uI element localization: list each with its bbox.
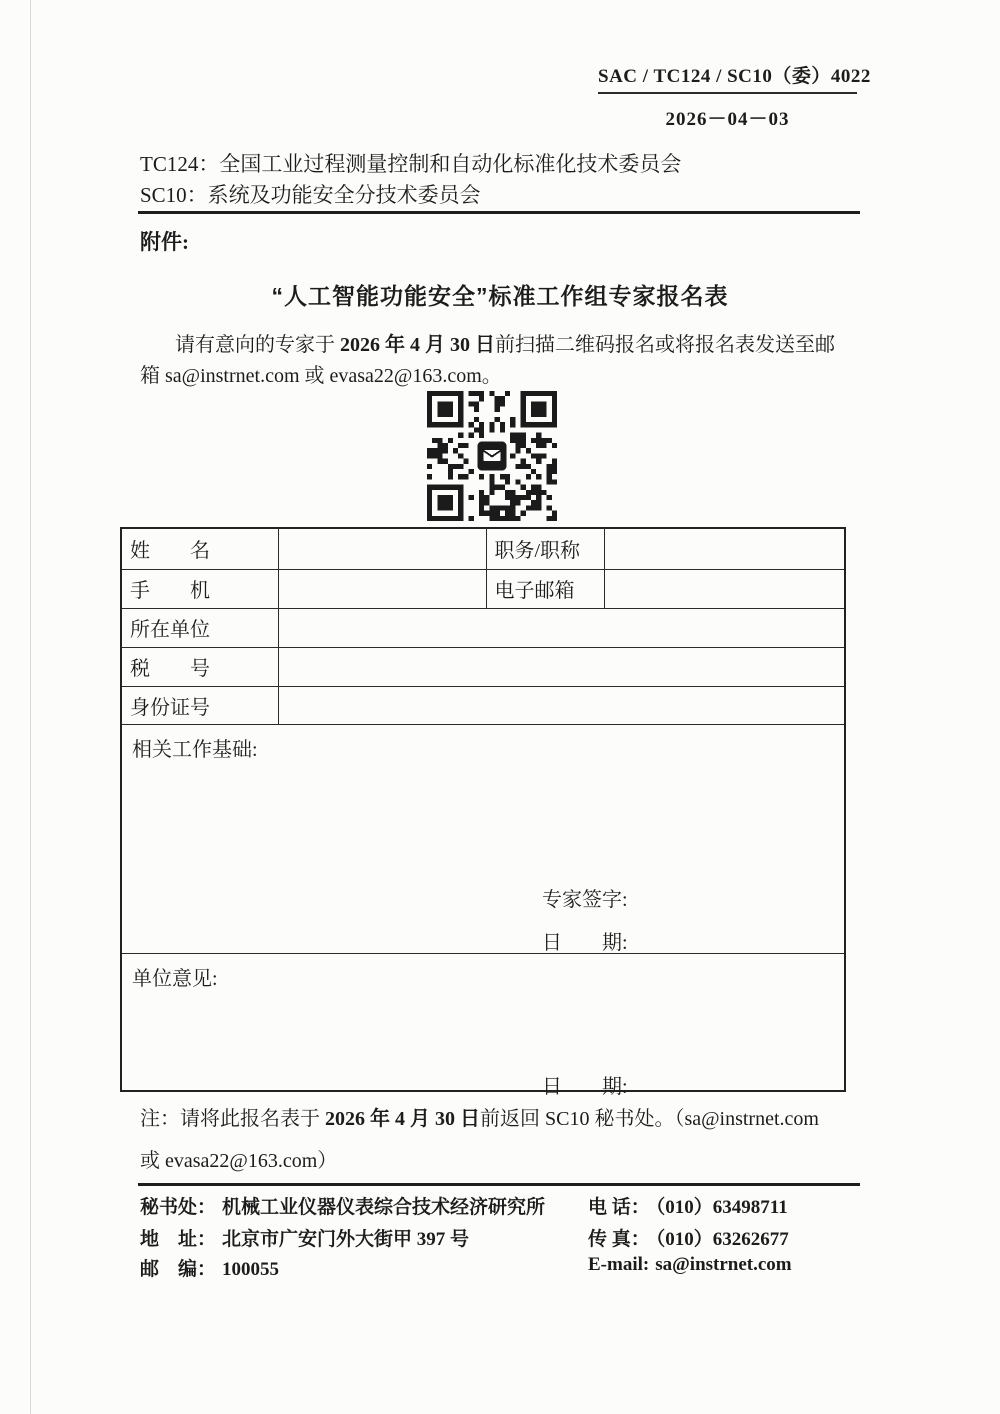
fax-value: （010）63262677 [655,1229,789,1250]
attachment-label: 附件: [140,230,189,254]
name-value-cell [278,528,486,569]
table-row [121,569,845,608]
work-basis-label: 相关工作基础: [132,738,258,761]
email-footer-value: sa@instrnet.com [655,1254,792,1275]
intro-paragraph [140,330,860,392]
mobile-value-cell [278,569,486,608]
registration-form-table [120,527,846,1098]
footer-secretariat [140,1192,545,1219]
work-basis-cell [121,724,845,953]
scan-edge-line [30,0,31,1414]
note-paragraph [140,1098,850,1182]
committee-line-tc124: TC124：全国工业过程测量控制和自动化标准化技术委员会 [140,152,682,176]
tax-id-value-cell [278,647,845,686]
tax-id-label: 税 号 [121,647,278,686]
zip-label: 邮 编： [140,1259,217,1280]
intro-line1-pre: 请有意向的专家于 [175,334,340,356]
qr-code-image [427,391,557,521]
opinion-date-label: 日 期: [542,1075,628,1098]
position-value-cell [604,528,845,569]
employer-label: 所在单位 [121,608,278,647]
table-row [121,647,845,686]
address-value: 北京市广安门外大街甲 397 号 [222,1229,470,1250]
table-row [121,953,845,1091]
table-row [121,528,845,569]
employer-value-cell [278,608,845,647]
note-line-2: 或 evasa22@163.com） [140,1150,338,1172]
footer-fax [588,1224,789,1251]
footer-zip [140,1254,279,1281]
phone-value: （010）63498711 [655,1197,788,1218]
table-row [121,724,845,953]
intro-line-2: 箱 sa@instrnet.com 或 evasa22@163.com。 [140,365,502,387]
employer-opinion-cell [121,953,845,1098]
fax-label: 传 真： [588,1229,650,1250]
committee-header [140,149,870,211]
name-label: 姓 名 [121,528,278,569]
footer-phone [588,1192,788,1219]
registration-qr-code [424,388,560,524]
phone-label: 电 话： [588,1197,650,1218]
email-value-cell [604,569,845,608]
note-line1-post: 前返回 SC10 秘书处。（sa@instrnet.com [480,1108,819,1130]
note-deadline-date: 2026 年 4 月 30 日 [325,1108,480,1130]
note-line1-pre: 注：请将此报名表于 [140,1108,325,1130]
expert-date-label: 日 期: [542,931,628,954]
secretariat-value: 机械工业仪器仪表综合技术经济研究所 [222,1197,546,1218]
form-title: “人工智能功能安全”标准工作组专家报名表 [271,283,729,309]
table-row [121,686,845,724]
mobile-label: 手 机 [121,569,278,608]
id-number-value-cell [278,686,845,724]
id-number-label: 身份证号 [121,686,278,724]
employer-opinion-label: 单位意见: [132,967,218,990]
note-line-1 [140,1098,850,1140]
position-label: 职务/职称 [486,528,604,569]
header-rule [138,211,860,214]
committee-line-sc10: SC10：系统及功能安全分技术委员会 [140,183,481,207]
address-label: 地 址： [140,1229,217,1250]
footer-address [140,1224,469,1251]
doc-date: 2026－04－03 [665,109,790,130]
expert-signature-label: 专家签字: [542,888,628,911]
intro-deadline-date: 2026 年 4 月 30 日 [340,334,495,356]
footer-rule [138,1183,860,1186]
footer-email [588,1254,792,1276]
intro-line-1 [140,330,860,361]
doc-number: SAC / TC124 / SC10（委）4022 [598,66,871,87]
doc-number-underline [598,92,857,94]
email-label: 电子邮箱 [486,569,604,608]
intro-line1-post: 前扫描二维码报名或将报名表发送至邮 [495,334,835,356]
email-footer-label: E-mail: [588,1254,650,1275]
secretariat-label: 秘书处： [140,1197,217,1218]
table-row [121,608,845,647]
zip-value: 100055 [222,1259,280,1280]
